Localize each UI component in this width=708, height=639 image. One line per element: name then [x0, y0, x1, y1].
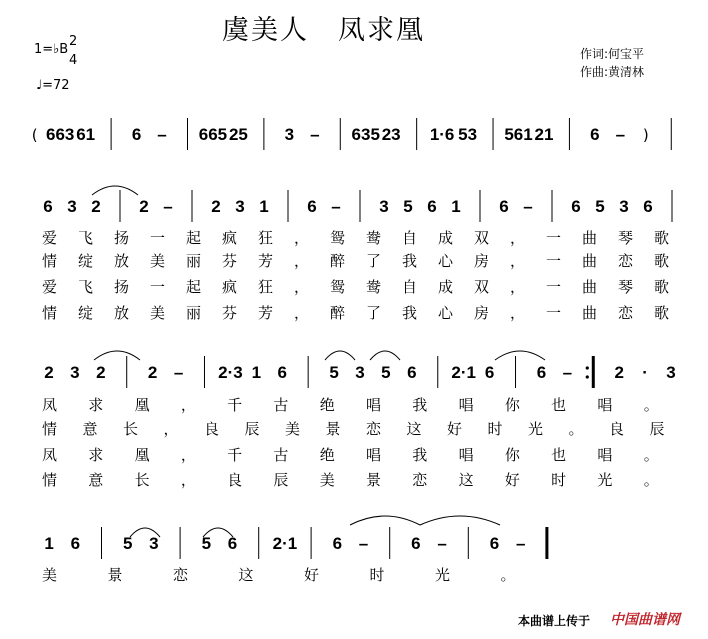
lyric-char: 狂: [258, 229, 274, 247]
note: 665: [198, 125, 228, 144]
slur: [420, 516, 500, 525]
lyric-char: ，: [163, 420, 179, 438]
lyric-char: 这: [238, 566, 254, 584]
lyric-char: 我: [412, 396, 428, 414]
lyric-char: 这: [406, 420, 422, 438]
lyric-char: 曲: [582, 229, 598, 247]
lyric-char: 恋: [618, 252, 634, 270]
lyric-char: 古: [273, 446, 289, 464]
note: 6: [427, 197, 437, 216]
lyric-char: 。: [643, 446, 659, 464]
lyric-char: 一: [546, 229, 562, 247]
lyric-char: 爱: [42, 229, 58, 247]
note: 6: [411, 534, 421, 553]
lyric-char: 凤: [42, 396, 58, 414]
lyric-char: 辰: [649, 420, 665, 438]
lyric-char: 一: [546, 304, 562, 322]
lyric-char: 恋: [366, 420, 382, 438]
lyric-char: 光: [435, 566, 451, 584]
slur: [350, 516, 420, 525]
note: 2: [614, 363, 624, 382]
lyric-char: 绽: [78, 304, 94, 322]
lyric-char: 光: [597, 471, 613, 489]
lyric-char: 歌: [654, 304, 670, 322]
lyric-char: 自: [402, 278, 418, 296]
note: 3: [379, 197, 389, 216]
lyric-char: 一: [546, 278, 562, 296]
time-signature-bottom: 4: [69, 53, 78, 68]
lyric-char: 。: [643, 396, 659, 414]
slur: [370, 351, 400, 360]
lyric-char: 起: [186, 278, 202, 296]
slur: [325, 351, 355, 360]
slur: [92, 186, 138, 195]
lyric-char: 房: [474, 304, 490, 322]
lyric-char: 好: [304, 566, 320, 584]
lyric-char: 。: [568, 420, 584, 438]
lyric-char: 芬: [222, 304, 238, 322]
note: –: [163, 197, 173, 216]
lyric-char: 绝: [319, 396, 335, 414]
lyric-char: 成: [438, 278, 454, 296]
lyric-char: 芳: [258, 304, 274, 322]
lyric-char: 狂: [258, 278, 274, 296]
lyric-char: 鸯: [366, 278, 382, 296]
lyric-char: 芳: [258, 252, 274, 270]
lyric-char: 。: [500, 566, 516, 584]
note: 3: [149, 534, 159, 553]
lyric-char: ，: [510, 278, 526, 296]
repeat-dot: [586, 375, 589, 378]
note: 6: [484, 363, 495, 382]
note: 6: [227, 534, 238, 553]
lyric-char: ，: [510, 304, 526, 322]
lyric-char: 双: [474, 278, 490, 296]
lyric-char: 唱: [366, 446, 382, 464]
lyric-char: 唱: [597, 396, 613, 414]
note: 3: [235, 197, 245, 216]
lyric-char: 长: [123, 420, 139, 438]
note: 25: [228, 125, 248, 144]
lyric-char: 这: [458, 471, 474, 489]
lyric-char: 意: [88, 471, 104, 489]
lyric-char: 凤: [42, 446, 58, 464]
lyric-char: 美: [150, 304, 166, 322]
note: 1: [451, 197, 461, 216]
note: 2: [44, 363, 54, 382]
lyric-char: 情: [42, 304, 58, 322]
lyric-char: 恋: [618, 304, 634, 322]
lyric-char: 你: [504, 396, 520, 414]
lyric-char: 恋: [173, 566, 189, 584]
note: 1: [251, 363, 262, 382]
note: 2·1: [272, 534, 298, 553]
lyric-char: 唱: [597, 446, 613, 464]
note: –: [310, 125, 320, 144]
note: –: [157, 125, 167, 144]
note: 5: [381, 363, 391, 382]
lyric-char: 醉: [330, 252, 346, 270]
lyric-char: 情: [42, 252, 58, 270]
lyric-char: 琴: [618, 229, 634, 247]
note: –: [562, 363, 573, 382]
note: 3: [355, 363, 365, 382]
lyric-char: 时: [369, 566, 385, 584]
lyric-char: 唱: [458, 446, 474, 464]
note: –: [331, 197, 341, 216]
tempo-mark: ♩=72: [36, 78, 70, 93]
lyric-char: 凰: [134, 396, 150, 414]
note: 1: [259, 197, 269, 216]
lyric-char: 放: [114, 252, 130, 270]
repeat-dot: [586, 366, 589, 369]
lyric-char: 放: [114, 304, 130, 322]
lyric-char: 我: [402, 304, 418, 322]
note: 2: [96, 363, 106, 382]
lyric-char: 歌: [654, 252, 670, 270]
lyric-char: 醉: [330, 304, 346, 322]
lyric-char: 求: [88, 446, 104, 464]
note: –: [173, 363, 184, 382]
lyric-char: 唱: [458, 396, 474, 414]
note: –: [515, 534, 526, 553]
lyric-char: 绽: [78, 252, 94, 270]
lyric-char: 景: [107, 566, 123, 584]
lyric-char: 。: [643, 471, 659, 489]
lyric-char: 求: [88, 396, 104, 414]
upload-note: 本曲谱上传于: [518, 614, 591, 628]
lyric-char: 好: [504, 471, 520, 489]
lyric-char: ，: [180, 471, 196, 489]
lyric-char: 凰: [134, 446, 150, 464]
note: 6: [43, 197, 53, 216]
note: 53: [458, 125, 478, 144]
note: 21: [534, 125, 554, 144]
lyric-char: 成: [438, 229, 454, 247]
note: –: [523, 197, 533, 216]
note: 663: [46, 125, 75, 144]
lyric-char: ，: [294, 278, 310, 296]
note: 2: [139, 197, 149, 216]
note: 6: [643, 197, 653, 216]
lyric-char: 恋: [412, 471, 428, 489]
note: 6: [499, 197, 509, 216]
lyric-char: 自: [402, 229, 418, 247]
lyric-char: ，: [294, 304, 310, 322]
site-logo: 中国曲谱网: [610, 612, 680, 628]
note: 2: [211, 197, 221, 216]
lyric-char: 心: [438, 304, 454, 322]
note: 6: [407, 363, 417, 382]
lyric-char: 扬: [114, 229, 130, 247]
note: 5: [595, 197, 605, 216]
lyric-char: 时: [551, 471, 567, 489]
note: 3: [666, 363, 676, 382]
lyric-char: 鸯: [366, 229, 382, 247]
lyric-char: 爱: [42, 278, 58, 296]
slur: [94, 351, 140, 360]
note: –: [615, 125, 626, 144]
lyric-char: 美: [285, 420, 301, 438]
lyric-char: 歌: [654, 278, 670, 296]
lyric-char: 千: [227, 396, 243, 414]
note: 3: [619, 197, 629, 216]
lyric-char: 琴: [618, 278, 634, 296]
note: 23: [381, 125, 401, 144]
note: –: [437, 534, 447, 553]
note: 5: [122, 534, 133, 553]
note: ): [642, 126, 649, 144]
lyric-char: 长: [134, 471, 150, 489]
note: –: [358, 534, 369, 553]
lyric-char: 情: [42, 420, 58, 438]
note: 6: [131, 125, 142, 144]
note: 561: [504, 125, 533, 144]
lyric-char: 时: [487, 420, 503, 438]
note: 2·1: [451, 363, 476, 382]
lyric-char: 丽: [186, 304, 202, 322]
lyric-char: 绝: [319, 446, 335, 464]
lyric-char: 辰: [273, 471, 289, 489]
lyric-char: 唱: [366, 396, 382, 414]
lyric-char: 曲: [582, 252, 598, 270]
note: 6: [571, 197, 581, 216]
lyric-char: 疯: [222, 278, 238, 296]
lyric-char: 飞: [78, 278, 94, 296]
slur: [495, 351, 545, 360]
note: 1: [44, 534, 54, 553]
lyric-char: 美: [319, 471, 335, 489]
note: 6: [70, 534, 81, 553]
lyricist-credit: 作词:何宝平: [580, 47, 645, 61]
lyric-char: 了: [366, 252, 382, 270]
composer-credit: 作曲:黄清林: [580, 65, 645, 79]
lyric-char: 辰: [244, 420, 260, 438]
lyric-char: ，: [294, 252, 310, 270]
lyric-char: 房: [474, 252, 490, 270]
note: (: [31, 126, 38, 144]
note: ·: [642, 363, 648, 382]
lyric-char: 我: [402, 252, 418, 270]
lyric-char: 也: [551, 396, 567, 414]
note: 61: [76, 125, 96, 144]
lyric-char: 鸳: [330, 278, 346, 296]
note: 5: [329, 363, 339, 382]
lyric-char: 一: [150, 278, 166, 296]
lyric-char: 了: [366, 304, 382, 322]
lyric-char: 良: [204, 420, 220, 438]
lyric-char: 景: [366, 471, 382, 489]
lyric-char: ，: [294, 229, 310, 247]
note: 635: [351, 125, 380, 144]
note: 6: [536, 363, 547, 382]
lyric-char: 我: [412, 446, 428, 464]
lyric-char: 疯: [222, 229, 238, 247]
note: 5: [403, 197, 413, 216]
note: 6: [277, 363, 287, 382]
lyric-char: 丽: [186, 252, 202, 270]
lyric-char: 一: [546, 252, 562, 270]
lyric-char: 美: [150, 252, 166, 270]
lyric-char: 景: [325, 420, 341, 438]
note: 2·3: [218, 363, 243, 382]
lyric-char: 美: [42, 566, 58, 584]
lyric-char: ，: [180, 446, 196, 464]
time-signature-top: 2: [69, 34, 78, 49]
lyric-char: 良: [609, 420, 625, 438]
lyric-char: 芬: [222, 252, 238, 270]
note: 3: [70, 363, 80, 382]
song-title: 虞美人 凤求凰: [222, 15, 425, 46]
note: 3: [284, 125, 295, 144]
note: 6: [307, 197, 317, 216]
lyric-char: 鸳: [330, 229, 346, 247]
lyric-char: 一: [150, 229, 166, 247]
lyric-char: 心: [438, 252, 454, 270]
lyric-char: ，: [180, 396, 196, 414]
key-signature: 1=♭B: [34, 42, 69, 57]
lyric-char: ，: [510, 252, 526, 270]
lyric-char: ，: [510, 229, 526, 247]
note: 1·6: [429, 125, 455, 144]
note: 6: [590, 125, 600, 144]
lyric-char: 曲: [582, 304, 598, 322]
lyric-char: 歌: [654, 229, 670, 247]
lyric-char: 意: [82, 420, 98, 438]
lyric-char: 曲: [582, 278, 598, 296]
lyric-char: 千: [227, 446, 243, 464]
lyric-char: 也: [551, 446, 567, 464]
note: 6: [489, 534, 500, 553]
lyric-char: 扬: [114, 278, 130, 296]
lyric-char: 你: [504, 446, 520, 464]
note: 5: [201, 534, 212, 553]
note: 3: [67, 197, 77, 216]
lyric-char: 飞: [78, 229, 94, 247]
lyric-char: 良: [227, 471, 243, 489]
lyric-char: 好: [447, 420, 463, 438]
note: 2: [147, 363, 158, 382]
lyric-char: 情: [42, 471, 58, 489]
note: 2: [91, 197, 101, 216]
lyric-char: 光: [528, 420, 544, 438]
note: 6: [332, 534, 343, 553]
lyric-char: 古: [273, 396, 289, 414]
lyric-char: 双: [474, 229, 490, 247]
lyric-char: 起: [186, 229, 202, 247]
